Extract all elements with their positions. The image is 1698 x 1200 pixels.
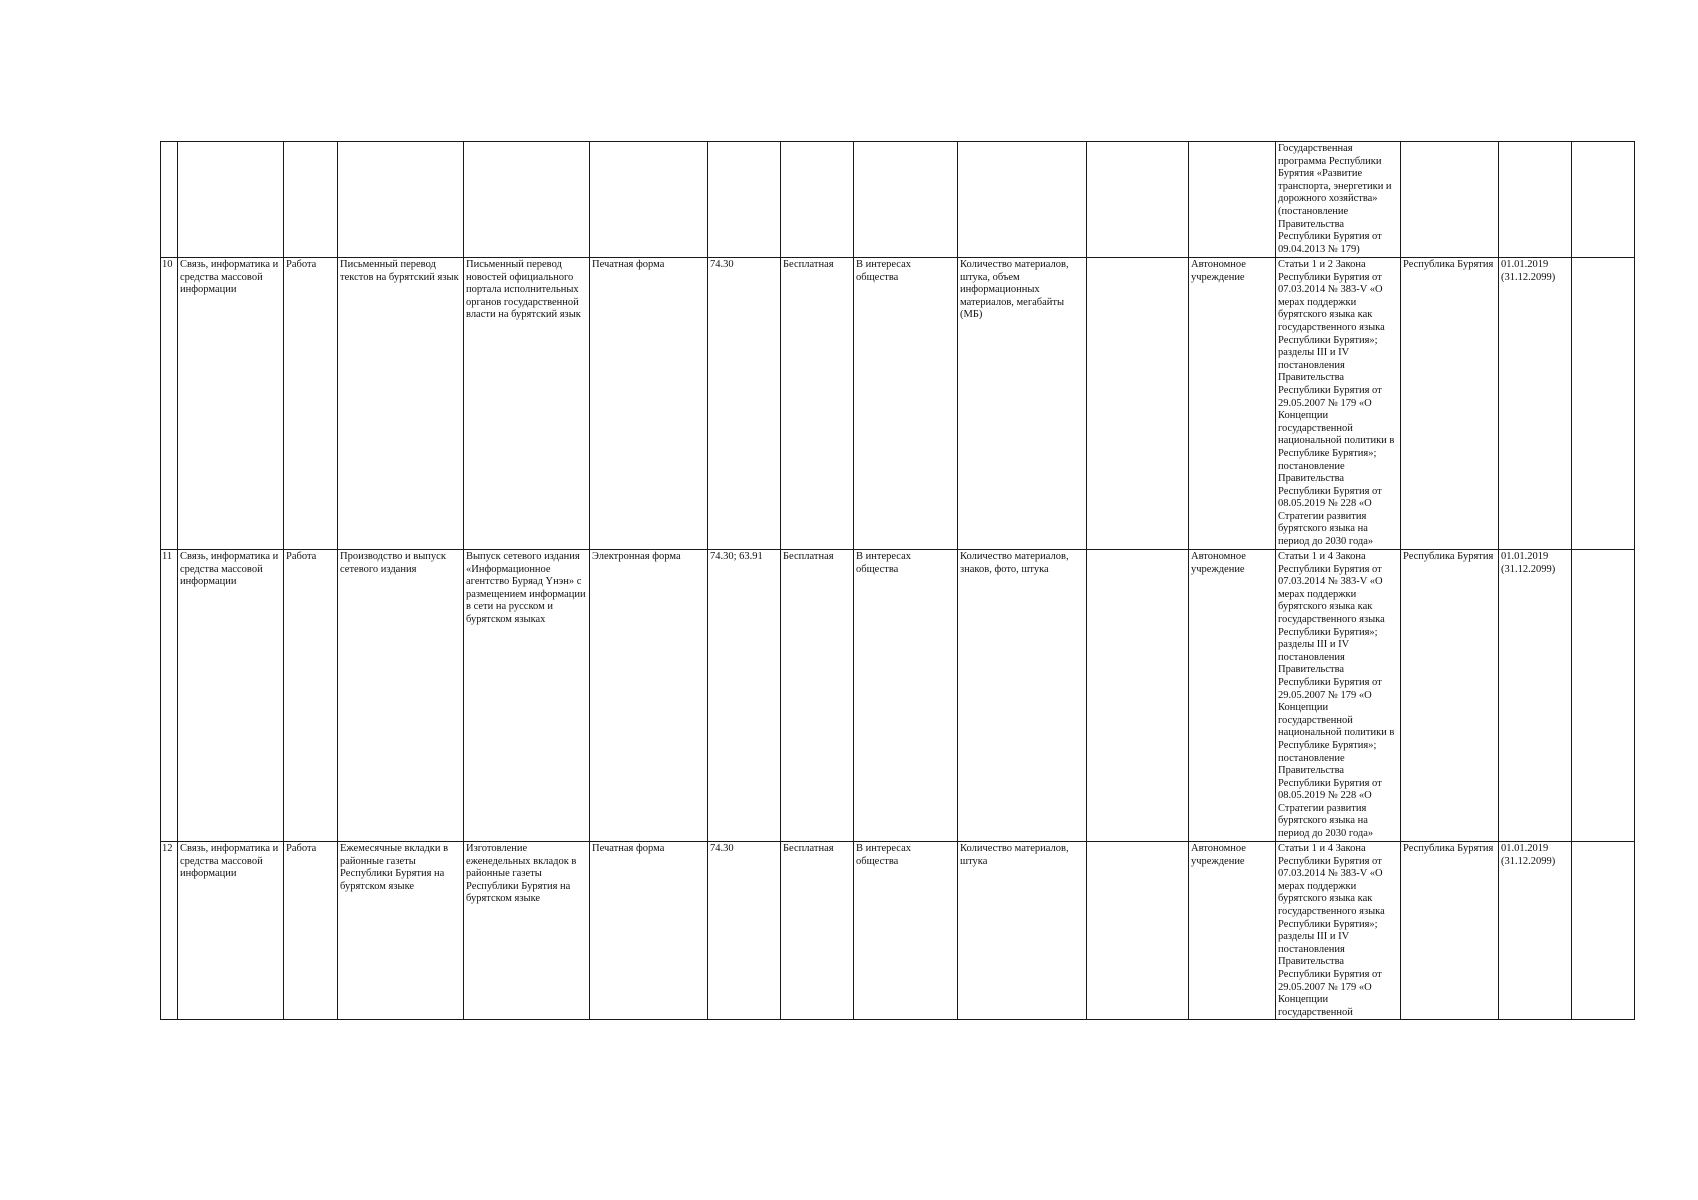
table-row-continuation: [161, 142, 1635, 258]
cell-last: [1572, 550, 1635, 842]
cell-form: [590, 142, 708, 258]
cell-num: 11: [161, 550, 178, 842]
table-row: [161, 550, 1635, 842]
cell-territory: [1401, 142, 1499, 258]
cell-form: Печатная форма: [590, 258, 708, 550]
cell-num: [161, 142, 178, 258]
cell-sphere: [178, 142, 284, 258]
cell-period: 01.01.2019 (31.12.2099): [1499, 550, 1572, 842]
cell-content: [464, 142, 590, 258]
cell-period: 01.01.2019 (31.12.2099): [1499, 258, 1572, 550]
cell-okved: [708, 142, 781, 258]
cell-legal-basis: Государственная программа Республики Бурятия «Развитие транспорта, энергетики и дорожного хозяйства» (постановление Правительства Республики Бурятия от 09.04.2013 № 179): [1276, 142, 1401, 258]
table-row: [161, 258, 1635, 550]
cell-extra: [1087, 842, 1189, 1020]
cell-form: Электронная форма: [590, 550, 708, 842]
cell-indicator: [958, 142, 1087, 258]
cell-indicator: Количество материалов, штука, объем информационных материалов, мегабайты (МБ): [958, 258, 1087, 550]
cell-extra: [1087, 142, 1189, 258]
cell-okved: 74.30: [708, 258, 781, 550]
cell-extra: [1087, 258, 1189, 550]
cell-indicator: Количество материалов, штука: [958, 842, 1087, 1020]
cell-institution: Автономное учреждение: [1189, 842, 1276, 1020]
cell-institution: Автономное учреждение: [1189, 258, 1276, 550]
cell-type: Работа: [284, 550, 338, 842]
cell-form: Печатная форма: [590, 842, 708, 1020]
cell-type: Работа: [284, 842, 338, 1020]
cell-extra: [1087, 550, 1189, 842]
cell-type: Работа: [284, 258, 338, 550]
cell-num: 10: [161, 258, 178, 550]
cell-institution: [1189, 142, 1276, 258]
table-row: [161, 842, 1635, 1020]
cell-payment: [781, 142, 854, 258]
cell-content: Выпуск сетевого издания «Информационное агентство Буряад Үнэн» с размещением информации в сети на русском и бурятском языках: [464, 550, 590, 842]
cell-okved: 74.30; 63.91: [708, 550, 781, 842]
cell-payment: Бесплатная: [781, 842, 854, 1020]
cell-legal-basis: Статьи 1 и 4 Закона Республики Бурятия от 07.03.2014 № 383-V «О мерах поддержки бурятского языка как государственного языка Республики Бурятия»; разделы III и IV постановления Правительства Республики Бурятия от 29.05.2007 № 179 «О Концепции государственной: [1276, 842, 1401, 1020]
cell-name: Ежемесячные вкладки в районные газеты Республики Бурятия на бурятском языке: [338, 842, 464, 1020]
cell-name: [338, 142, 464, 258]
cell-legal-basis: Статьи 1 и 4 Закона Республики Бурятия от 07.03.2014 № 383-V «О мерах поддержки бурятского языка как государственного языка Республики Бурятия»; разделы III и IV постановления Правительства Республики Бурятия от 29.05.2007 № 179 «О Концепции государственной национальной политики в Республике Бурятия»; постановление Правительства Республики Бурятия от 08.05.2019 № 228 «О Стратегии развития бурятского языка на период до 2030 года»: [1276, 550, 1401, 842]
cell-content: Изготовление еженедельных вкладок в районные газеты Республики Бурятия на бурятском языке: [464, 842, 590, 1020]
cell-territory: Республика Бурятия: [1401, 550, 1499, 842]
cell-legal-basis: Статьи 1 и 2 Закона Республики Бурятия от 07.03.2014 № 383-V «О мерах поддержки бурятского языка как государственного языка Республики Бурятия»; разделы III и IV постановления Правительства Республики Бурятия от 29.05.2007 № 179 «О Концепции государственной национальной политики в Республике Бурятия»; постановление Правительства Республики Бурятия от 08.05.2019 № 228 «О Стратегии развития бурятского языка на период до 2030 года»: [1276, 258, 1401, 550]
cell-period: 01.01.2019 (31.12.2099): [1499, 842, 1572, 1020]
cell-sphere: Связь, информатика и средства массовой информации: [178, 842, 284, 1020]
cell-institution: Автономное учреждение: [1189, 550, 1276, 842]
cell-payment: Бесплатная: [781, 550, 854, 842]
cell-okved: 74.30: [708, 842, 781, 1020]
registry-table: [160, 141, 1635, 1020]
cell-consumers: В интересах общества: [854, 842, 958, 1020]
cell-payment: Бесплатная: [781, 258, 854, 550]
cell-last: [1572, 258, 1635, 550]
cell-last: [1572, 842, 1635, 1020]
cell-consumers: В интересах общества: [854, 550, 958, 842]
cell-name: Письменный перевод текстов на бурятский язык: [338, 258, 464, 550]
cell-consumers: В интересах общества: [854, 258, 958, 550]
cell-period: [1499, 142, 1572, 258]
cell-type: [284, 142, 338, 258]
cell-sphere: Связь, информатика и средства массовой информации: [178, 258, 284, 550]
cell-consumers: [854, 142, 958, 258]
cell-territory: Республика Бурятия: [1401, 258, 1499, 550]
cell-indicator: Количество материалов, знаков, фото, штука: [958, 550, 1087, 842]
cell-num: 12: [161, 842, 178, 1020]
cell-territory: Республика Бурятия: [1401, 842, 1499, 1020]
cell-sphere: Связь, информатика и средства массовой информации: [178, 550, 284, 842]
cell-name: Производство и выпуск сетевого издания: [338, 550, 464, 842]
cell-last: [1572, 142, 1635, 258]
cell-content: Письменный перевод новостей официального портала исполнительных органов государственной власти на бурятский язык: [464, 258, 590, 550]
